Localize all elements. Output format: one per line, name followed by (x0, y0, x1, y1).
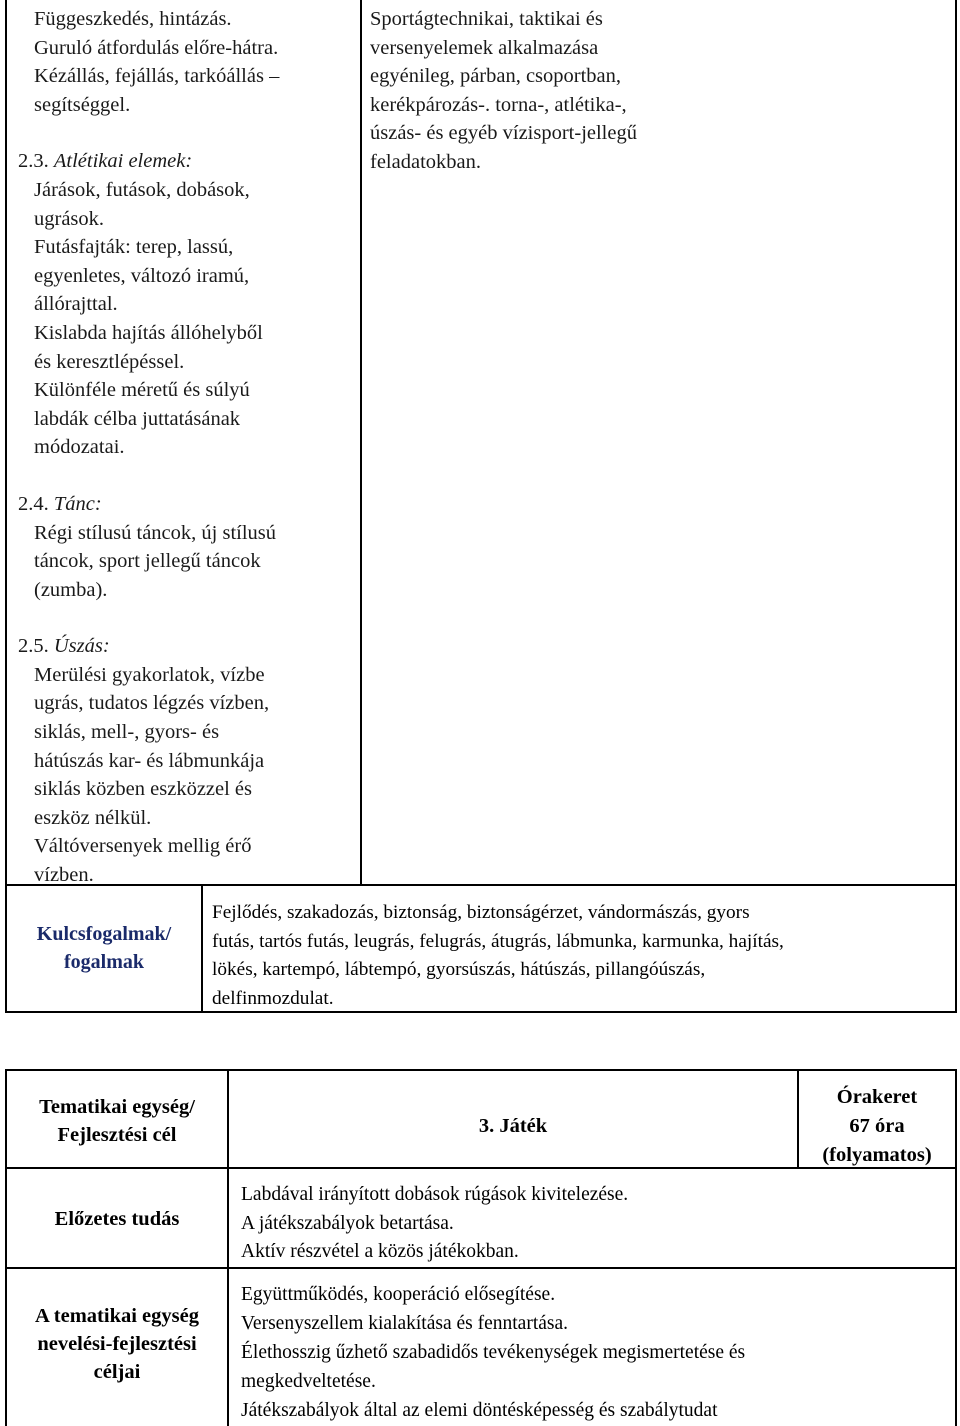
text-line: feladatokban. (370, 150, 481, 173)
prior-knowledge-label: Előzetes tudás (54, 1208, 180, 1230)
bottom-table-right-border (955, 1069, 957, 1426)
text-line: labdák célba juttatásának (34, 407, 241, 430)
text-line: Váltóversenyek mellig érő (34, 835, 252, 858)
prior-knowledge-text (241, 1181, 951, 1267)
text-line: Együttműködés, kooperáció elősegítése. (241, 1284, 556, 1305)
text-line: Versenyszellem kialakítása és fenntartása. (241, 1313, 569, 1334)
text-line: állórajttal. (34, 293, 118, 316)
text-line: Sportágtechnikai, taktikai és (370, 8, 603, 30)
keywords-label (7, 920, 201, 976)
label-line: A tematikai egység (35, 1305, 199, 1327)
text-line: vízben. (34, 864, 94, 887)
text-line: hátúszás kar- és lábmunkája (34, 749, 265, 772)
intro-paragraph (18, 5, 358, 119)
text-line: Kislabda hajítás állóhelyből (34, 321, 263, 344)
hours-box (799, 1083, 955, 1170)
keywords-text (212, 899, 952, 1013)
top-col-divider (360, 0, 362, 884)
text-line: megkedveltetése. (241, 1371, 376, 1392)
text-line: módozatai. (34, 436, 125, 459)
text-line: lökés, kartempó, lábtempó, gyorsúszás, hátúszás, pillangóúszás, (212, 959, 706, 980)
text-line: kerékpározás-. torna-, atlétika-, (370, 93, 627, 116)
text-line: Játékszabályok által az elemi döntésképesség és szabálytudat (241, 1400, 718, 1421)
text-line: Merülési gyakorlatok, vízbe (34, 663, 265, 686)
section-number: 2.5. (18, 635, 49, 658)
text-line: futás, tartós futás, leugrás, felugrás, átugrás, lábmunka, karmunka, hajítás, (212, 930, 784, 952)
section-heading (18, 632, 358, 661)
text-line: A játékszabályok betartása. (241, 1212, 454, 1234)
text-line: Függeszkedés, hintázás. (34, 8, 232, 30)
text-line: Különféle méretű és súlyú (34, 379, 250, 402)
text-line: úszás- és egyéb vízisport-jellegű (370, 122, 637, 145)
section-title: Úszás: (53, 635, 110, 658)
right-column-content (370, 5, 950, 177)
text-line: Fejlődés, szakadozás, biztonság, biztonságérzet, vándormászás, gyors (212, 902, 750, 923)
text-line: egyenletes, változó iramú, (34, 264, 250, 287)
keywords-divider (201, 884, 203, 1013)
left-column-content (18, 5, 358, 890)
hours-line: 67 óra (849, 1115, 905, 1137)
section-heading (18, 147, 358, 176)
label-line: nevelési-fejlesztési (37, 1333, 197, 1355)
section-athletics (18, 147, 358, 462)
text-line: delfinmozdulat. (212, 987, 334, 1009)
text-line: Régi stílusú táncok, új stílusú (34, 521, 277, 544)
text-line: és keresztlépéssel. (34, 350, 185, 373)
label-line: fogalmak (64, 951, 144, 973)
label-line: Fejlesztési cél (57, 1124, 177, 1146)
text-line: egyénileg, párban, csoportban, (370, 65, 622, 88)
goals-text (241, 1280, 951, 1425)
hours-line: (folyamatos) (822, 1144, 932, 1166)
label-line: Tematikai egység/ (39, 1096, 195, 1118)
section-title: Atlétikai elemek: (53, 150, 193, 173)
text-line: Élethosszig űzhető szabadidős tevékenységek megismertetése és (241, 1342, 746, 1363)
text-line: versenyelemek alkalmazása (370, 36, 599, 59)
label-line: céljai (93, 1361, 141, 1383)
text-line: siklás közben eszközzel és (34, 778, 253, 801)
section-dance (18, 490, 358, 604)
bottom-table-top-border (5, 1069, 957, 1071)
hours-line: Órakeret (836, 1086, 918, 1108)
section-heading (18, 490, 358, 519)
section-number: 2.4. (18, 492, 49, 515)
top-left-border (5, 0, 7, 1013)
unit-title: 3. Játék (478, 1115, 548, 1137)
top-right-border (955, 0, 957, 1013)
text-line: táncok, sport jellegű táncok (34, 550, 261, 573)
text-line: (zumba). (34, 578, 108, 601)
section-swimming (18, 632, 358, 889)
section-number: 2.3. (18, 150, 49, 173)
text-line: Guruló átfordulás előre-hátra. (34, 36, 279, 59)
text-line: segítséggel. (34, 93, 131, 116)
text-line: Labdával irányított dobások rúgások kivitelezése. (241, 1184, 629, 1205)
goals-label (7, 1302, 227, 1386)
text-line: ugrás, tudatos légzés vízben, (34, 692, 270, 715)
unit-label (7, 1093, 227, 1149)
text-line: Futásfajták: terep, lassú, (34, 236, 234, 259)
text-line: Járások, futások, dobások, (34, 178, 250, 201)
label-line: Kulcsfogalmak/ (36, 923, 172, 945)
text-line: Kézállás, fejállás, tarkóállás – (34, 65, 280, 88)
text-line: eszköz nélkül. (34, 806, 152, 829)
text-line: ugrások. (34, 207, 105, 230)
section-title: Tánc: (53, 492, 102, 515)
text-line: siklás, mell-, gyors- és (34, 721, 220, 744)
row-divider-2 (5, 1267, 957, 1269)
text-line: Aktív részvétel a közös játékokban. (241, 1241, 519, 1262)
